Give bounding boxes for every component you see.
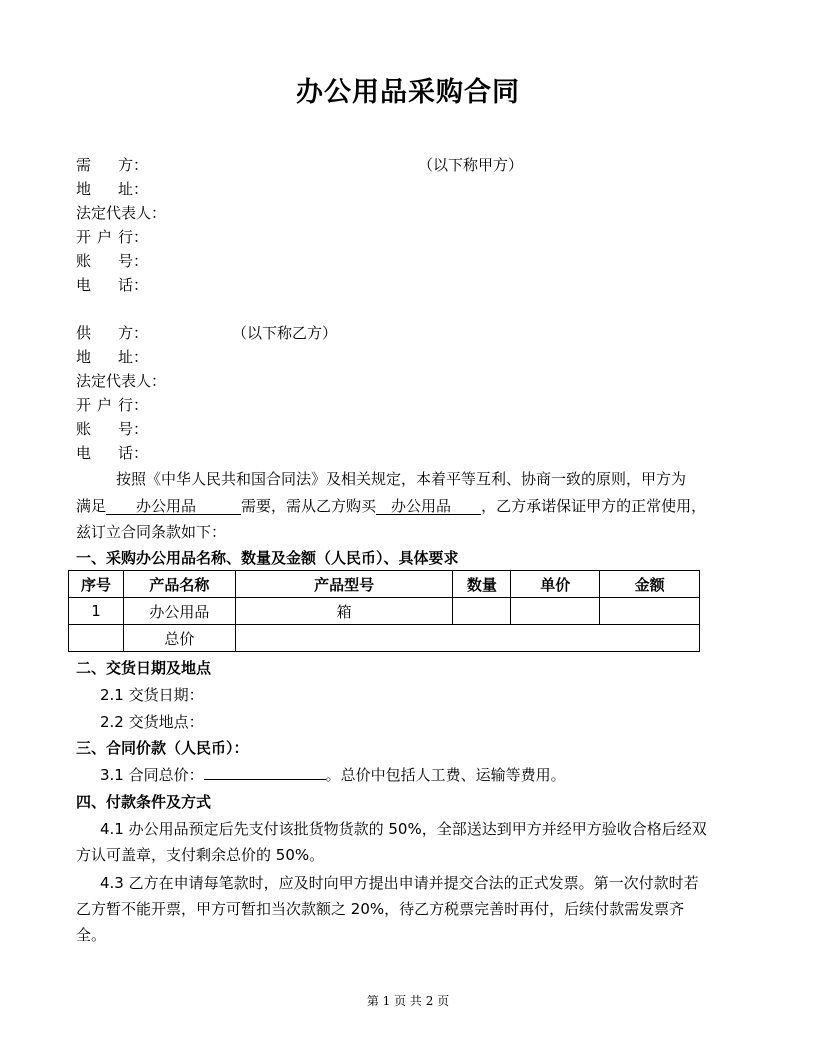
table-cell: 1 — [69, 598, 124, 625]
payment-4-3-line-1: 4.3 乙方在申请每笔款时，应及时向甲方提出申请并提交合法的正式发票。第一次付款时若 — [100, 874, 699, 892]
party-a-field-bank — [76, 225, 148, 249]
party-a-field-buyer — [76, 153, 148, 177]
table-row — [69, 598, 700, 625]
field-label-char: 电 — [76, 276, 92, 294]
party-b-field-account — [76, 417, 148, 441]
contract-total-blank — [204, 763, 326, 780]
intro-line-1: 按照《中华人民共和国合同法》及相关规定，本着平等互利、协商一致的原则，甲方为 — [116, 470, 687, 488]
field-label-char: 行： — [117, 228, 148, 246]
section-4-heading: 四、付款条件及方式 — [76, 793, 212, 811]
party-a-field-account — [76, 249, 148, 273]
table-header: 产品名称 — [123, 571, 235, 598]
table-cell: 办公用品 — [123, 598, 235, 625]
field-label-char: 话： — [117, 276, 148, 294]
field-label-char: 户 — [96, 228, 112, 246]
delivery-date: 2.1 交货日期： — [100, 686, 204, 704]
contract-total-line — [100, 763, 566, 787]
document-title: 办公用品采购合同 — [296, 77, 520, 108]
intro-line-2 — [76, 494, 706, 518]
party-a-field-address — [76, 177, 148, 201]
intro-text: 需要，需从乙方购买 — [241, 497, 377, 515]
party-b-note: （以下称乙方） — [232, 324, 338, 342]
table-cell: 箱 — [235, 598, 453, 625]
table-header: 金额 — [600, 571, 700, 598]
party-a-field-legal-rep: 法定代表人： — [76, 204, 167, 222]
field-label-char: 号： — [117, 252, 148, 270]
intro-text: ，乙方承诺保证甲方的正常使用， — [481, 497, 707, 515]
items-table — [68, 570, 700, 652]
section-2-heading: 二、交货日期及地点 — [76, 659, 212, 677]
field-label-char: 需 — [76, 156, 92, 174]
party-a-note: （以下称甲方） — [418, 156, 524, 174]
field-label-char: 户 — [96, 396, 112, 414]
field-label-char: 开 — [76, 396, 92, 414]
field-label-char: 供 — [76, 324, 92, 342]
intro-fill-need: 办公用品 — [106, 497, 242, 515]
table-cell — [511, 598, 600, 625]
table-header: 产品型号 — [235, 571, 453, 598]
party-b-field-phone — [76, 441, 148, 465]
table-cell — [600, 598, 700, 625]
total-label: 总价 — [123, 625, 235, 652]
total-value-cell — [235, 625, 699, 652]
section-1-heading: 一、采购办公用品名称、数量及金额（人民币）、具体要求 — [76, 549, 459, 567]
delivery-location: 2.2 交货地点： — [100, 713, 204, 731]
field-label-char: 行： — [117, 396, 148, 414]
contract-total-label: 3.1 合同总价： — [100, 766, 204, 784]
intro-line-3: 兹订立合同条款如下： — [76, 523, 227, 541]
party-b-field-supplier — [76, 321, 148, 345]
page-number: 第 1 页 共 2 页 — [366, 994, 450, 1008]
table-header: 单价 — [511, 571, 600, 598]
payment-4-1-line-1: 4.1 办公用品预定后先支付该批货物货款的 50%，全部送达到甲方并经甲方验收合格后经双 — [100, 820, 707, 838]
party-a-field-phone — [76, 273, 148, 297]
payment-4-1-line-2: 方认可盖章，支付剩余总价的 50%。 — [76, 846, 325, 864]
field-label-char: 方： — [117, 324, 148, 342]
field-label-char: 址： — [117, 348, 148, 366]
contract-total-note: 。总价中包括人工费、运输等费用。 — [325, 766, 566, 784]
table-cell — [69, 625, 124, 652]
table-header: 序号 — [69, 571, 124, 598]
party-b-field-address — [76, 345, 148, 369]
party-b-field-legal-rep: 法定代表人： — [76, 372, 167, 390]
field-label-char: 地 — [76, 348, 92, 366]
table-cell — [453, 598, 511, 625]
field-label-char: 号： — [117, 420, 148, 438]
payment-4-3-line-2: 乙方暂不能开票，甲方可暂扣当次款额之 20%，待乙方税票完善时再付，后续付款需发票齐 — [76, 900, 685, 918]
intro-text: 满足 — [76, 497, 107, 515]
intro-fill-purchase: 办公用品 — [376, 497, 482, 515]
table-total-row — [69, 625, 700, 652]
field-label-char: 开 — [76, 228, 92, 246]
party-b-field-bank — [76, 393, 148, 417]
field-label-char: 方： — [117, 156, 148, 174]
field-label-char: 地 — [76, 180, 92, 198]
payment-4-3-line-3: 全。 — [76, 926, 107, 944]
field-label-char: 话： — [117, 444, 148, 462]
field-label-char: 账 — [76, 252, 92, 270]
table-header: 数量 — [453, 571, 511, 598]
field-label-char: 账 — [76, 420, 92, 438]
field-label-char: 址： — [117, 180, 148, 198]
table-header-row — [69, 571, 700, 598]
field-label-char: 电 — [76, 444, 92, 462]
section-3-heading: 三、合同价款（人民币）： — [76, 739, 249, 757]
